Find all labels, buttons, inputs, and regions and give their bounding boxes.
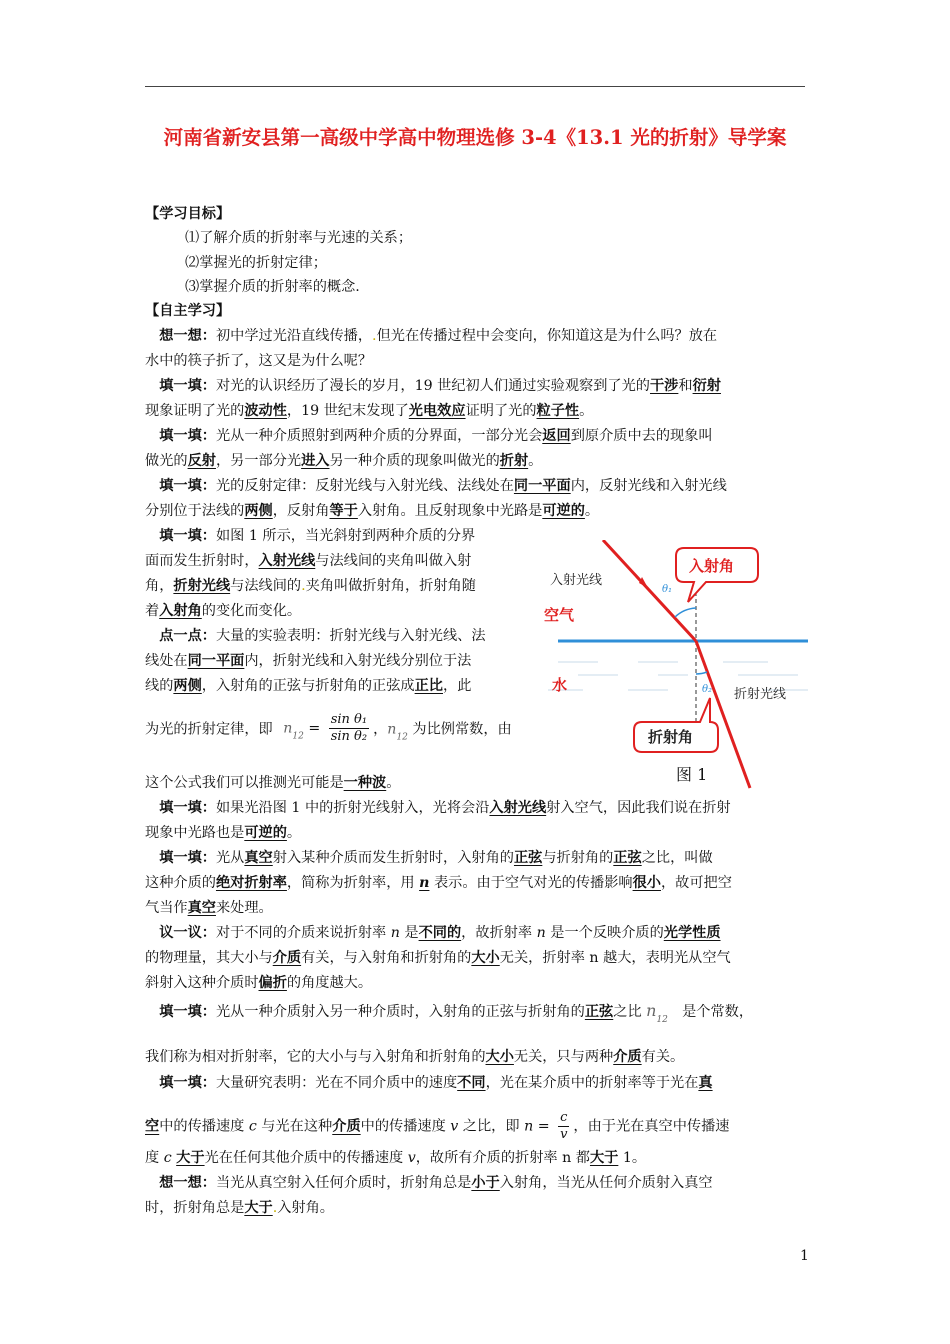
- refraction-angle-callout-label: 折射角: [648, 728, 694, 746]
- paragraph-line: 角，折射光线与法线间的.夹角叫做折射角，折射角随: [145, 578, 476, 594]
- paragraph-line: 为光的折射定律，即 $n_{12}$ = $\frac{\text{sin θ₁}}{\text{sin θ₂}}$ ，$n_{12}$ 为比例常数，由: [145, 712, 512, 747]
- paragraph-line: 想一想：当光从真空射入任何介质时，折射角总是小于入射角，当光从任何介质射入真空: [159, 1175, 713, 1191]
- figure-caption: 图 1: [676, 765, 708, 784]
- paragraph-line: 水中的筷子折了，这又是为什么呢？: [145, 353, 373, 369]
- air-label: 空气: [544, 606, 575, 624]
- objective-item: ⑶掌握介质的折射率的概念.: [185, 279, 360, 295]
- paragraph-line: 填一填：对光的认识经历了漫长的岁月，19 世纪初人们通过实验观察到了光的干涉和衍射: [159, 378, 721, 394]
- paragraph-line: 点一点：大量的实验表明：折射光线与入射光线、法: [159, 628, 486, 644]
- objective-item: ⑴了解介质的折射率与光速的关系；: [185, 230, 413, 246]
- paragraph-line: 这个公式我们可以推测光可能是一种波。: [145, 775, 401, 791]
- paragraph-line: 做光的反射，另一部分光进入另一种介质的现象叫做光的折射。: [145, 453, 543, 469]
- paragraph-line: 度 c 大于光在任何其他介质中的传播速度 v，故所有介质的折射率 n 都大于 1。: [145, 1150, 647, 1166]
- paragraph-line: 这种介质的绝对折射率，简称为折射率，用 n 表示。由于空气对光的传播影响很小，故可把空: [145, 875, 732, 891]
- self-study-heading: 【自主学习】: [145, 303, 231, 319]
- theta1-label: θ₁: [662, 584, 673, 595]
- paragraph-line: 填一填：大量研究表明：光在不同介质中的速度不同，光在某介质中的折射率等于光在真: [159, 1075, 713, 1091]
- paragraph-line: 填一填：光从真空射入某种介质而发生折射时，入射角的正弦与折射角的正弦之比，叫做: [159, 850, 713, 866]
- paragraph-line: 线处在同一平面内，折射光线和入射光线分别位于法: [145, 653, 472, 669]
- incidence-angle-callout-label: 入射角: [689, 557, 735, 575]
- objectives-heading: 【学习目标】: [145, 206, 231, 222]
- objective-item: ⑵掌握光的折射定律；: [185, 255, 327, 271]
- paragraph-line: 空中的传播速度 c 与光在这种介质中的传播速度 v 之比，即 n = $\frac{c}{v}$ ，由于光在真空中传播速: [145, 1110, 730, 1142]
- paragraph-line: 我们称为相对折射率，它的大小与与入射角和折射角的大小无关，只与两种介质有关。: [145, 1049, 685, 1065]
- header-rule: [145, 86, 805, 87]
- paragraph-line: 面而发生折射时，入射光线与法线间的夹角叫做入射: [145, 553, 472, 569]
- paragraph-line: 想一想：初中学过光沿直线传播，.但光在传播过程中会变向，你知道这是为什么吗？放在: [159, 328, 718, 344]
- paragraph-line: 分别位于法线的两侧，反射角等于入射角。且反射现象中光路是可逆的。: [145, 503, 600, 519]
- paragraph-line: 填一填：如果光沿图 1 中的折射光线射入，光将会沿入射光线射入空气，因此我们说在折射: [159, 800, 731, 816]
- refraction-angle-arc: [696, 672, 707, 674]
- page-title: 河南省新安县第一高级中学高中物理选修 3-4《13.1 光的折射》导学案: [163, 126, 787, 149]
- water-label: 水: [552, 676, 568, 694]
- page-number: 1: [800, 1248, 809, 1264]
- paragraph-line: 的物理量，其大小与介质有关，与入射角和折射角的大小无关，折射率 n 越大，表明光从空气: [145, 950, 731, 966]
- paragraph-line: 议一议：对于不同的介质来说折射率 n 是不同的，故折射率 n 是一个反映介质的光学性质: [159, 925, 721, 941]
- refraction-figure: [538, 540, 818, 790]
- paragraph-line: 填一填：光从一种介质射入另一种介质时，入射角的正弦与折射角的正弦之比 $n_{12}$ 是个常数，: [159, 1001, 754, 1025]
- paragraph-line: 填一填：光从一种介质照射到两种介质的分界面，一部分光会返回到原介质中去的现象叫: [159, 428, 713, 444]
- refracted-ray-label: 折射光线: [734, 687, 787, 702]
- theta2-label: θ₂: [702, 684, 713, 695]
- paragraph-line: 线的两侧，入射角的正弦与折射角的正弦成正比，此: [145, 678, 472, 694]
- paragraph-line: 气当作真空来处理。: [145, 900, 273, 916]
- incidence-angle-arc: [675, 608, 696, 617]
- incident-ray-label: 入射光线: [550, 573, 603, 588]
- paragraph-line: 填一填：如图 1 所示，当光斜射到两种介质的分界: [159, 528, 476, 544]
- refraction-formula: $n_{12}$ = $\frac{\text{sin θ₁}}{\text{sin θ₂}}$: [283, 712, 368, 744]
- speed-ratio-formula: $\frac{c}{v}$: [560, 1110, 568, 1142]
- paragraph-line: 现象中光路也是可逆的。: [145, 825, 302, 841]
- paragraph-line: 时，折射角总是大于.入射角。: [145, 1200, 334, 1216]
- paragraph-line: 斜射入这种介质时偏折的角度越大。: [145, 975, 373, 991]
- paragraph-line: 现象证明了光的波动性，19 世纪末发现了光电效应证明了光的粒子性。: [145, 403, 594, 419]
- paragraph-line: 着入射角的变化而变化。: [145, 603, 302, 619]
- paragraph-line: 填一填：光的反射定律：反射光线与入射光线、法线处在同一平面内，反射光线和入射光线: [159, 478, 727, 494]
